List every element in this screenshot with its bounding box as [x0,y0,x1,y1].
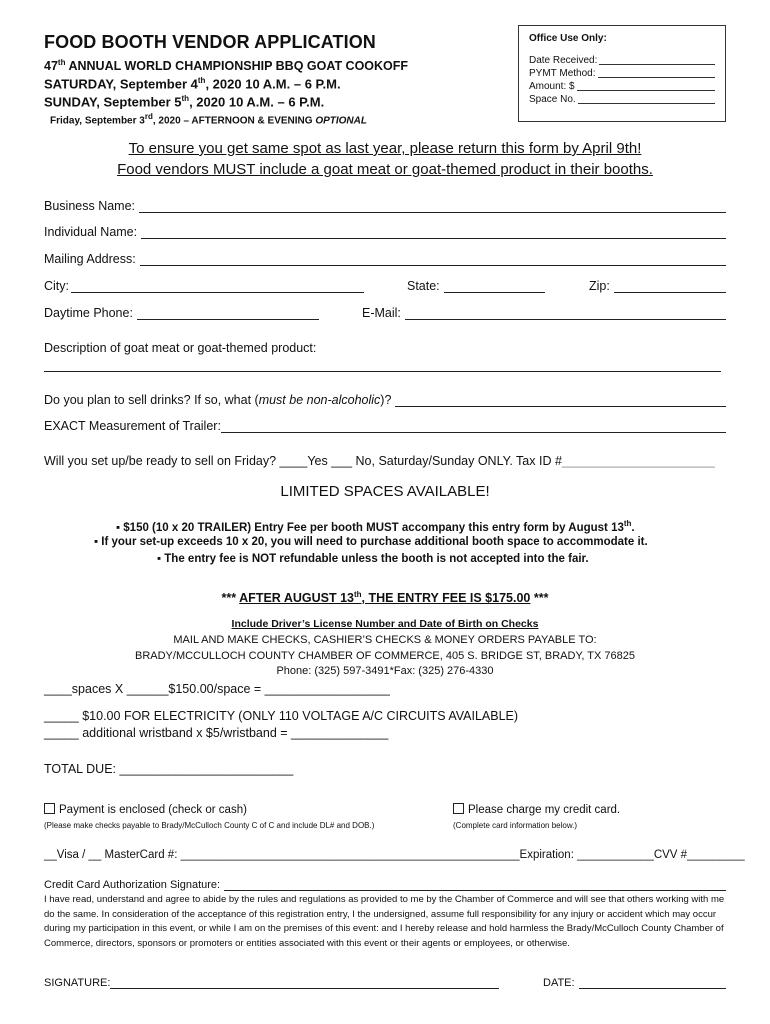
date-label: DATE: [543,977,575,989]
trailer-field[interactable] [221,420,726,433]
email-label: E-Mail: [362,306,401,320]
drinks-label: Do you plan to sell drinks? If so, what (must be non-alcoholic)? [44,393,392,407]
city-row [44,279,364,293]
liability-agreement: I have read, understand and agree to abide by the rules and regulations as provided to me by the Chamber of Commerce and will see that others working with me do the same. In consideration of the acceptance of this registration entry, I the undersigned, assume full responsibility for any injury or accident which may occur during my participation in this event, or while I am on the premises of this event: and I hereby release and hold harmless the Brady/McCulloch County Chamber of Commerce, directors, sponsors or promoters or entities associated with this event or their agents or employees, or otherwise. [44,894,725,949]
email-row [362,306,726,320]
pymt-method-field[interactable] [598,67,715,78]
date-received-label: Date Received: [529,55,598,66]
goat-product-notice: Food vendors MUST include a goat meat or goat-themed product in their booths. [117,161,653,178]
daytime-phone-field[interactable] [137,307,319,320]
state-row [407,279,545,293]
city-label: City: [44,279,69,293]
office-use-heading: Office Use Only: [529,33,607,44]
trailer-row [44,419,726,433]
drinks-field[interactable] [395,394,726,407]
individual-name-field[interactable] [141,226,726,239]
late-fee-notice: *** AFTER AUGUST 13th, THE ENTRY FEE IS $175.00 *** [221,590,549,606]
space-no-field[interactable] [578,93,715,104]
space-no-label: Space No. [529,94,576,105]
signature-row [44,976,499,989]
electricity-option[interactable]: _____ $10.00 FOR ELECTRICITY (ONLY 110 VOLTAGE A/C CIRCUITS AVAILABLE) [44,709,519,723]
zip-field[interactable] [614,280,726,293]
payment-enclosed-checkbox[interactable] [44,803,55,814]
amount-field[interactable] [577,80,715,91]
daytime-phone-label: Daytime Phone: [44,306,133,320]
payment-enclosed-note: (Please make checks payable to Brady/McCulloch County C of C and include DL# and DOB.) [44,821,375,830]
chamber-address: BRADY/MCCULLOCH COUNTY CHAMBER OF COMMERCE, 405 S. BRIDGE ST, BRADY, TX 76825 [134,650,635,662]
refund-bullet: ▪ The entry fee is NOT refundable unless the booth is not accepted into the fair. [157,553,589,565]
tax-id-field[interactable]: ______________________ [561,454,715,468]
zip-label: Zip: [589,279,610,293]
wristband-option[interactable]: _____ additional wristband x $5/wristband = ______________ [44,726,389,740]
card-details-line[interactable]: __Visa / __ MasterCard #: _____________________________________________________Expiration: ____________CVV #_________ [44,849,745,861]
pymt-method-label: PYMT Method: [529,68,596,79]
date-field[interactable] [579,976,726,989]
individual-name-row [44,225,726,239]
auth-signature-field[interactable] [224,878,726,891]
business-name-label: Business Name: [44,199,136,213]
date-received-field[interactable] [599,54,715,65]
daytime-phone-row [44,306,319,320]
payable-to: MAIL AND MAKE CHECKS, CASHIER’S CHECKS & MONEY ORDERS PAYABLE TO: [173,634,597,646]
deadline-notice: To ensure you get same spot as last year, please return this form by April 9th! [128,140,642,157]
state-field[interactable] [444,280,545,293]
limited-spaces-heading: LIMITED SPACES AVAILABLE! [280,483,490,500]
mailing-address-row [44,252,726,266]
signature-field[interactable] [110,976,499,989]
friday-setup-question[interactable]: Will you set up/be ready to sell on Friday? ____Yes ___ No, Saturday/Sunday ONLY. Tax ID #______________________ [44,454,715,468]
credit-card-option[interactable]: Please charge my credit card. [453,803,620,816]
spaces-calculation[interactable]: ____spaces X ______$150.00/space = __________________ [44,682,390,696]
trailer-label: EXACT Measurement of Trailer: [44,419,221,433]
description-field[interactable] [44,371,721,372]
form-title: FOOD BOOTH VENDOR APPLICATION [44,32,376,52]
chamber-phone: Phone: (325) 597-3491*Fax: (325) 276-4330 [276,665,494,677]
email-field[interactable] [405,307,726,320]
business-name-field[interactable] [139,200,726,213]
payment-enclosed-option[interactable]: Payment is enclosed (check or cash) [44,803,247,816]
entry-fee-bullet: ▪ $150 (10 x 20 TRAILER) Entry Fee per booth MUST accompany this entry form by August 13th. [116,519,635,534]
state-label: State: [407,279,440,293]
license-note: Include Driver’s License Number and Date of Birth on Checks [231,618,539,630]
mailing-address-label: Mailing Address: [44,252,136,266]
event-name: 47th ANNUAL WORLD CHAMPIONSHIP BBQ GOAT COOKOFF [44,58,409,74]
amount-label: Amount: $ [529,81,575,92]
credit-card-checkbox[interactable] [453,803,464,814]
auth-signature-row [44,878,726,891]
credit-card-note: (Complete card information below.) [453,821,578,830]
sunday-hours: SUNDAY, September 5th, 2020 10 A.M. – 6 P.M. [44,94,325,110]
setup-size-bullet: ▪ If your set-up exceeds 10 x 20, you will need to purchase additional booth space to accommodate it. [94,536,648,548]
friday-hours: Friday, September 3rd, 2020 – AFTERNOON & EVENING OPTIONAL [50,112,367,127]
city-field[interactable] [71,280,364,293]
business-name-row [44,199,726,213]
zip-row [589,279,726,293]
date-row [543,976,726,989]
description-label: Description of goat meat or goat-themed product: [44,341,317,355]
signature-label: SIGNATURE: [44,977,111,989]
individual-name-label: Individual Name: [44,225,138,239]
total-due[interactable]: TOTAL DUE: _________________________ [44,762,294,776]
office-use-box [518,25,726,122]
mailing-address-field[interactable] [140,253,726,266]
saturday-hours: SATURDAY, September 4th, 2020 10 A.M. – 6 P.M. [44,76,341,92]
auth-signature-label: Credit Card Authorization Signature: [44,879,221,891]
drinks-row [44,393,726,407]
